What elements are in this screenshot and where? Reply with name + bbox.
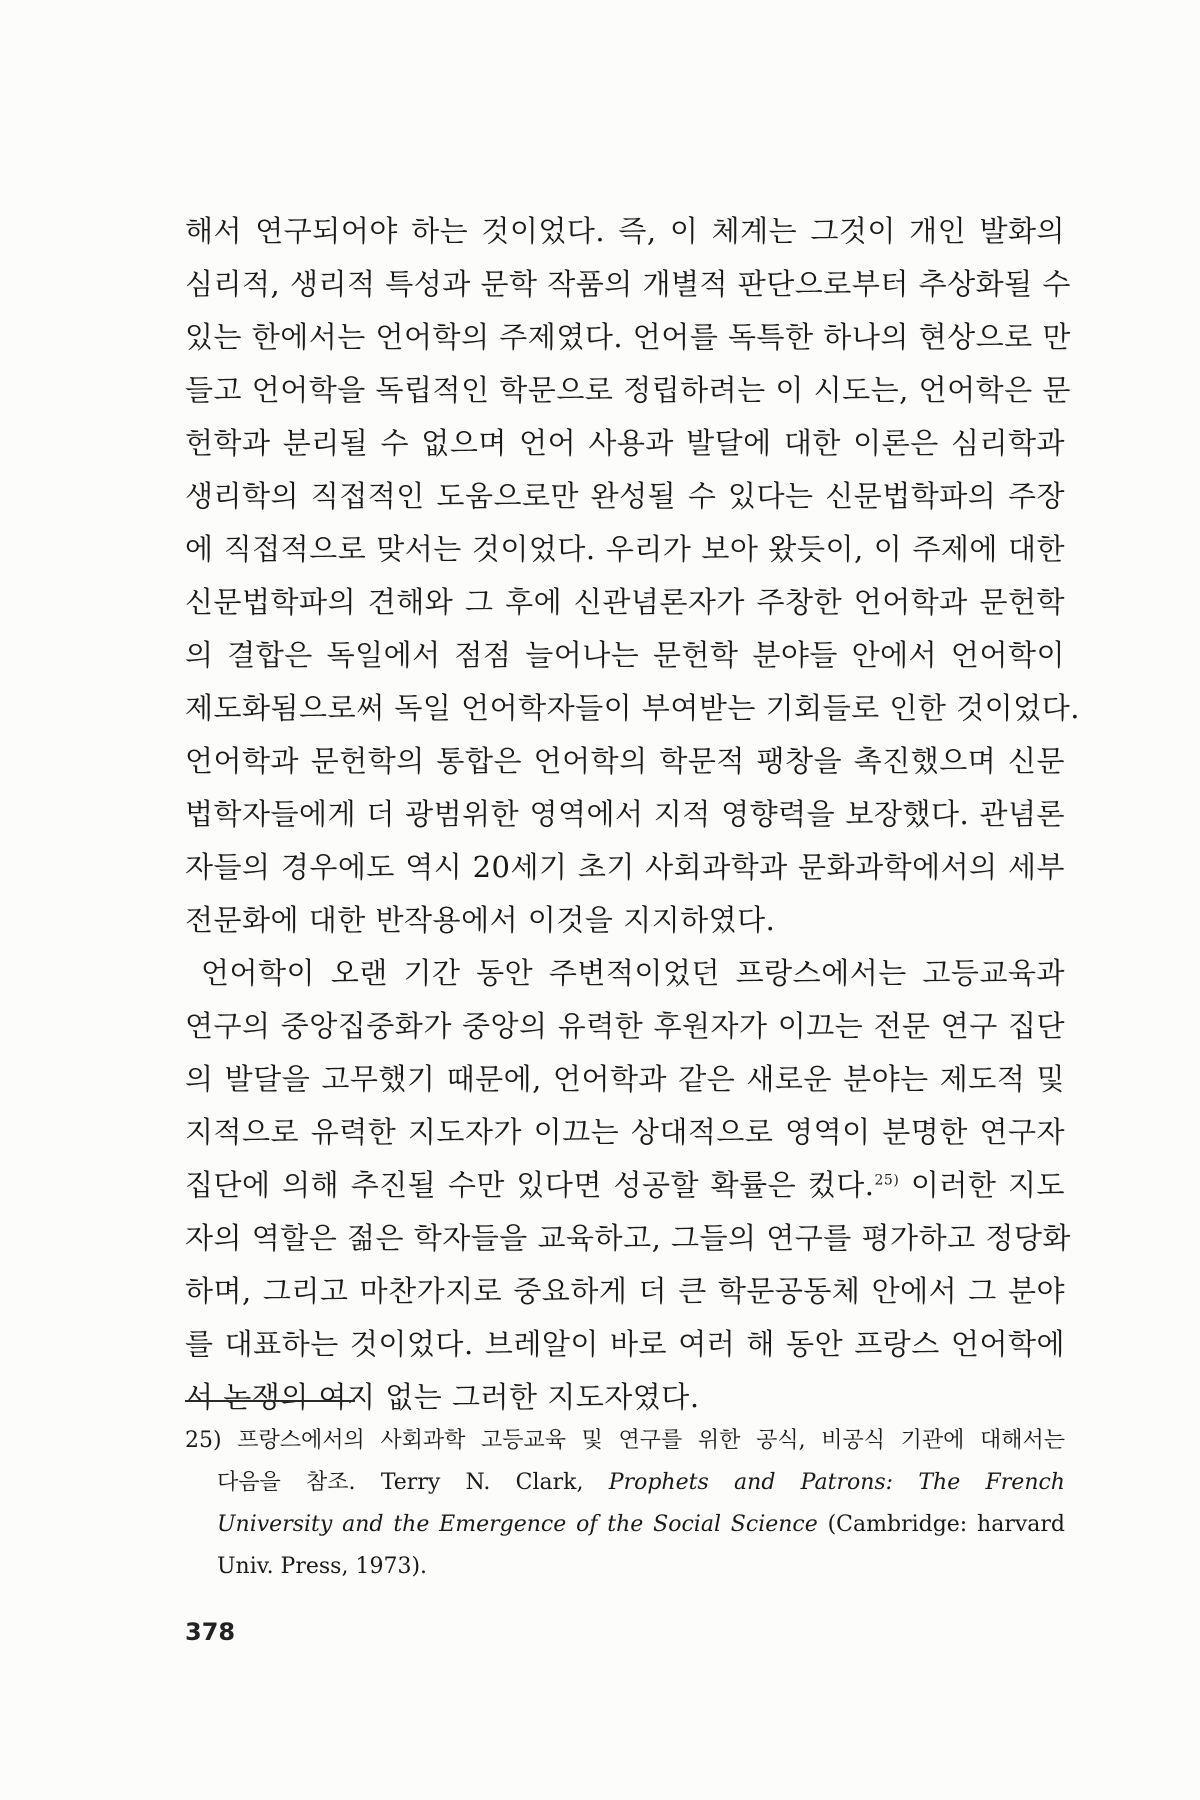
page-number: 378 — [185, 1618, 236, 1646]
text-line: 전문화에 대한 반작용에서 이것을 지지하였다. — [185, 903, 776, 937]
text-segment: 집단에 의해 추진될 수만 있다면 성공할 확률은 컸다. — [185, 1168, 875, 1202]
text-line-with-note — [185, 1159, 1065, 1212]
text-line: 법학자들에게 더 광범위한 영역에서 지적 영향력을 보장했다. 관념론 — [185, 797, 1065, 831]
text-segment: (Cambridge: harvard — [817, 1512, 1065, 1537]
body-text — [185, 205, 1080, 1424]
text-line: 를 대표하는 것이었다. 브레알이 바로 여러 해 동안 프랑스 언어학에 — [185, 1327, 1065, 1361]
text-line: 언어학이 오랜 기간 동안 주변적이었던 프랑스에서는 고등교육과 — [201, 956, 1065, 990]
book-title: Prophets and Patrons: The French — [608, 1470, 1065, 1495]
text-line: 해서 연구되어야 하는 것이었다. 즉, 이 체계는 그것이 개인 발화의 — [185, 214, 1065, 248]
text-line: 지적으로 유력한 지도자가 이끄는 상대적으로 영역이 분명한 연구자 — [185, 1115, 1065, 1149]
text-line: 신문법학파의 견해와 그 후에 신관념론자가 주창한 언어학과 문헌학 — [185, 585, 1065, 619]
text-segment: 다음을 참조. Terry N. Clark, — [217, 1470, 609, 1495]
text-line: 의 발달을 고무했기 때문에, 언어학과 같은 새로운 분야는 제도적 및 — [185, 1062, 1065, 1096]
text-line: 서 논쟁의 여지 없는 그러한 지도자였다. — [185, 1380, 700, 1414]
paragraph-2 — [185, 947, 1071, 1424]
book-title: University and the Emergence of the Social Science — [217, 1512, 818, 1537]
text-line: 들고 언어학을 독립적인 학문으로 정립하려는 이 시도는, 언어학은 문 — [185, 373, 1071, 407]
text-line: 생리학의 직접적인 도움으로만 완성될 수 있다는 신문법학파의 주장 — [185, 479, 1065, 513]
text-line: 의 결합은 독일에서 점점 늘어나는 문헌학 분야들 안에서 언어학이 — [185, 638, 1065, 672]
text-line: 있는 한에서는 언어학의 주제였다. 언어를 독특한 하나의 현상으로 만 — [185, 320, 1071, 354]
footnote-divider — [185, 1400, 355, 1402]
text-line: 연구의 중앙집중화가 중앙의 유력한 후원자가 이끄는 전문 연구 집단 — [185, 1009, 1065, 1043]
text-line: 심리적, 생리적 특성과 문학 작품의 개별적 판단으로부터 추상화될 수 — [185, 267, 1071, 301]
footnote-line — [185, 1462, 1065, 1504]
footnote-reference[interactable]: 25) — [874, 1172, 900, 1189]
footnote-line: 25) 프랑스에서의 사회과학 고등교육 및 연구를 위한 공식, 비공식 기관에 대해서는 — [185, 1428, 1065, 1453]
text-line: 헌학과 분리될 수 없으며 언어 사용과 발달에 대한 이론은 심리학과 — [185, 426, 1065, 460]
text-line: 언어학과 문헌학의 통합은 언어학의 학문적 팽창을 촉진했으며 신문 — [185, 744, 1065, 778]
text-line: 에 직접적으로 맞서는 것이었다. 우리가 보아 왔듯이, 이 주제에 대한 — [185, 532, 1065, 566]
footnote-25 — [185, 1420, 1065, 1588]
paragraph-1 — [185, 205, 1080, 947]
text-line: 자들의 경우에도 역시 20세기 초기 사회과학과 문화과학에서의 세부 — [185, 850, 1065, 884]
text-line: 하며, 그리고 마찬가지로 중요하게 더 큰 학문공동체 안에서 그 분야 — [185, 1274, 1065, 1308]
text-line: 제도화됨으로써 독일 언어학자들이 부여받는 기회들로 인한 것이었다. — [185, 691, 1080, 725]
text-segment: 이러한 지도 — [899, 1168, 1065, 1202]
footnote-line: Univ. Press, 1973). — [217, 1554, 428, 1579]
footnote-line — [185, 1504, 1065, 1546]
text-line: 자의 역할은 젊은 학자들을 교육하고, 그들의 연구를 평가하고 정당화 — [185, 1221, 1071, 1255]
